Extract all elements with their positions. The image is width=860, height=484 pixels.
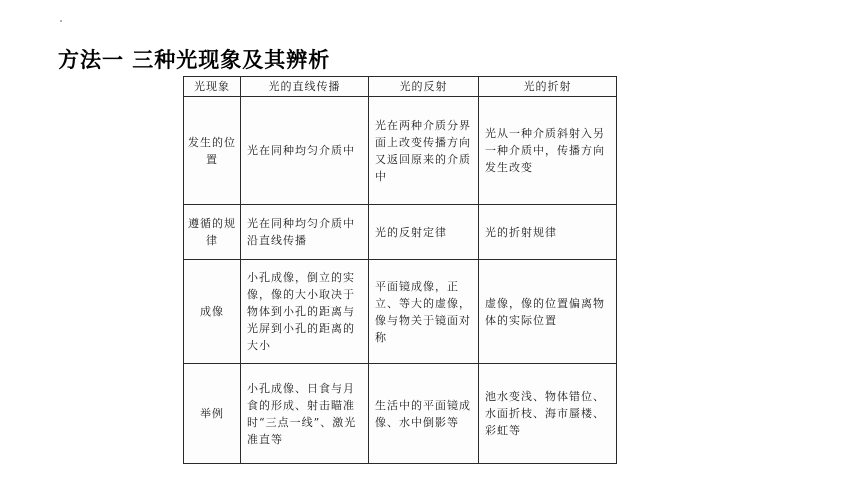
table-cell: 光在同种均匀介质中 bbox=[241, 97, 369, 205]
table-cell: 小孔成像、日食与月食的形成、射击瞄准时“三点一线”、激光准直等 bbox=[241, 364, 369, 464]
table-row bbox=[184, 364, 617, 464]
row-label-position: 发生的位置 bbox=[184, 97, 241, 205]
table-cell: 生活中的平面镜成像、水中倒影等 bbox=[369, 364, 479, 464]
table-cell: 平面镜成像，正立、等大的虚像，像与物关于镜面对称 bbox=[369, 260, 479, 364]
header-refraction: 光的折射 bbox=[479, 77, 617, 97]
table-cell: 光的反射定律 bbox=[369, 205, 479, 260]
slide-title: 方法一 三种光现象及其辨析 bbox=[58, 48, 331, 72]
table-cell: 光从一种介质斜射入另一种介质中，传播方向发生改变 bbox=[479, 97, 617, 205]
table-header-row bbox=[184, 77, 617, 97]
table-cell: 虚像，像的位置偏离物体的实际位置 bbox=[479, 260, 617, 364]
table-cell: 光的折射规律 bbox=[479, 205, 617, 260]
row-label-examples: 举例 bbox=[184, 364, 241, 464]
table-row bbox=[184, 260, 617, 364]
header-reflection: 光的反射 bbox=[369, 77, 479, 97]
row-label-law: 遵循的规律 bbox=[184, 205, 241, 260]
table-cell: 光在两种介质分界面上改变传播方向又返回原来的介质中 bbox=[369, 97, 479, 205]
table-row bbox=[184, 205, 617, 260]
table-cell: 光在同种均匀介质中沿直线传播 bbox=[241, 205, 369, 260]
table-cell: 小孔成像，倒立的实像，像的大小取决于物体到小孔的距离与光屏到小孔的距离的大小 bbox=[241, 260, 369, 364]
header-rectilinear: 光的直线传播 bbox=[241, 77, 369, 97]
light-phenomena-table bbox=[183, 76, 617, 464]
table-cell: 池水变浅、物体错位、水面折枝、海市蜃楼、彩虹等 bbox=[479, 364, 617, 464]
header-phenomenon: 光现象 bbox=[184, 77, 241, 97]
decorative-dot bbox=[60, 20, 62, 22]
row-label-imaging: 成像 bbox=[184, 260, 241, 364]
table-row bbox=[184, 97, 617, 205]
